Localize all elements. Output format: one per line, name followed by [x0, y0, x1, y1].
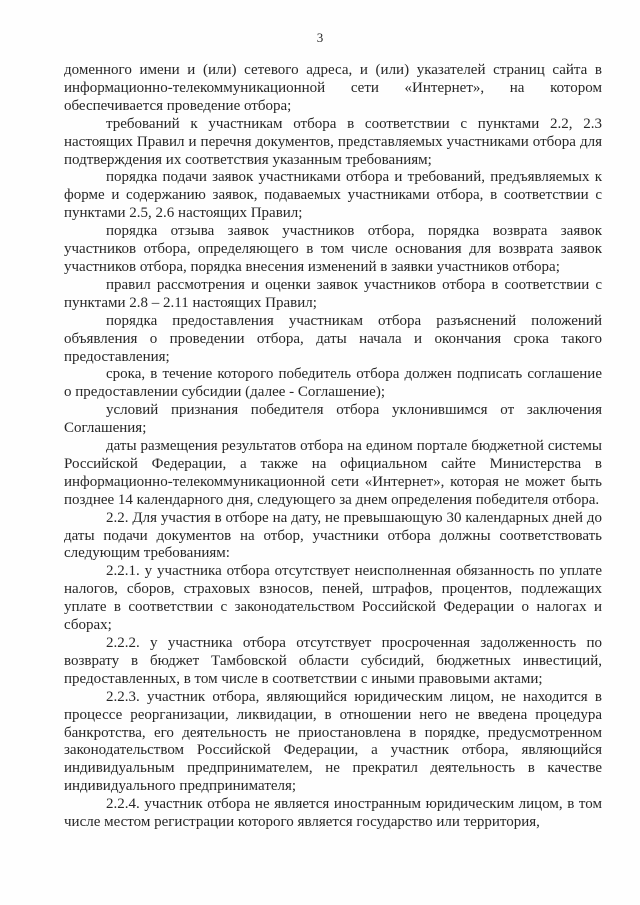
document-body — [64, 62, 602, 832]
clause-2-2-2: 2.2.2. у участника отбора отсутствует просроченная задолженность по возврату в бюджет Тамбовской области субсидий, бюджетных инвестиций, предоставленных, в том числе в соответствии с иными правовыми актами; — [64, 635, 602, 687]
paragraph-evasion-conditions: условий признания победителя отбора уклонившимся от заключения Соглашения; — [64, 402, 602, 437]
clause-2-2-4: 2.2.4. участник отбора не является иностранным юридическим лицом, в том числе местом регистрации которого является государство или территория, — [64, 796, 602, 831]
paragraph-application-withdrawal: порядка отзыва заявок участников отбора, порядка возврата заявок участников отбора, определяющего в том числе основания для возврата заявок участников отбора, порядка внесения изменений в заявки участников отбора; — [64, 223, 602, 275]
paragraph-results-publication: даты размещения результатов отбора на едином портале бюджетной системы Российской Федерации, а также на официальном сайте Министерства в информационно-телекоммуникационной сети «Интернет», которая не может быть позднее 14 календарного дня, следующего за днем определения победителя отбора. — [64, 438, 602, 508]
clause-2-2-1: 2.2.1. у участника отбора отсутствует неисполненная обязанность по уплате налогов, сборов, страховых взносов, пеней, штрафов, процентов, подлежащих уплате в соответствии с законодательством Российской Федерации о налогах и сборах; — [64, 563, 602, 634]
paragraph-application-procedure: порядка подачи заявок участниками отбора и требований, предъявляемых к форме и содержанию заявок, подаваемых участниками отбора, в соответствии с пунктами 2.5, 2.6 настоящих Правил; — [64, 169, 602, 222]
page-number: 3 — [316, 30, 324, 45]
paragraph-participant-requirements: требований к участникам отбора в соответствии с пунктами 2.2, 2.3 настоящих Правил и перечня документов, представляемых участниками отбора для подтверждения их соответствия указанным требованиям; — [64, 115, 602, 168]
paragraph-clarifications: порядка предоставления участникам отбора разъяснений положений объявления о проведении отбора, даты начала и окончания срока такого предоставления; — [64, 312, 602, 365]
paragraph-agreement-deadline: срока, в течение которого победитель отбора должен подписать соглашение о предоставлении субсидии (далее - Соглашение); — [64, 366, 602, 401]
paragraph-evaluation-rules: правил рассмотрения и оценки заявок участников отбора в соответствии с пунктами 2.8 – 2.11 настоящих Правил; — [64, 276, 602, 311]
paragraph-domain-name: доменного имени и (или) сетевого адреса, и (или) указателей страниц сайта в информационно-телекоммуникационной сети «Интернет», на котором обеспечивается проведение отбора; — [64, 62, 602, 114]
clause-2-2-3: 2.2.3. участник отбора, являющийся юридическим лицом, не находится в процессе реорганизации, ликвидации, в отношении него не введена процедура банкротства, его деятельность не приостановлена в порядке, предусмотренном законодательством Российской Федерации, а участник отбора, являющийся индивидуальным предпринимателем, не прекратил деятельность в качестве индивидуального предпринимателя; — [64, 688, 602, 795]
clause-2-2: 2.2. Для участия в отборе на дату, не превышающую 30 календарных дней до даты подачи документов на отбор, участники отбора должны соответствовать следующим требованиям: — [64, 509, 602, 562]
